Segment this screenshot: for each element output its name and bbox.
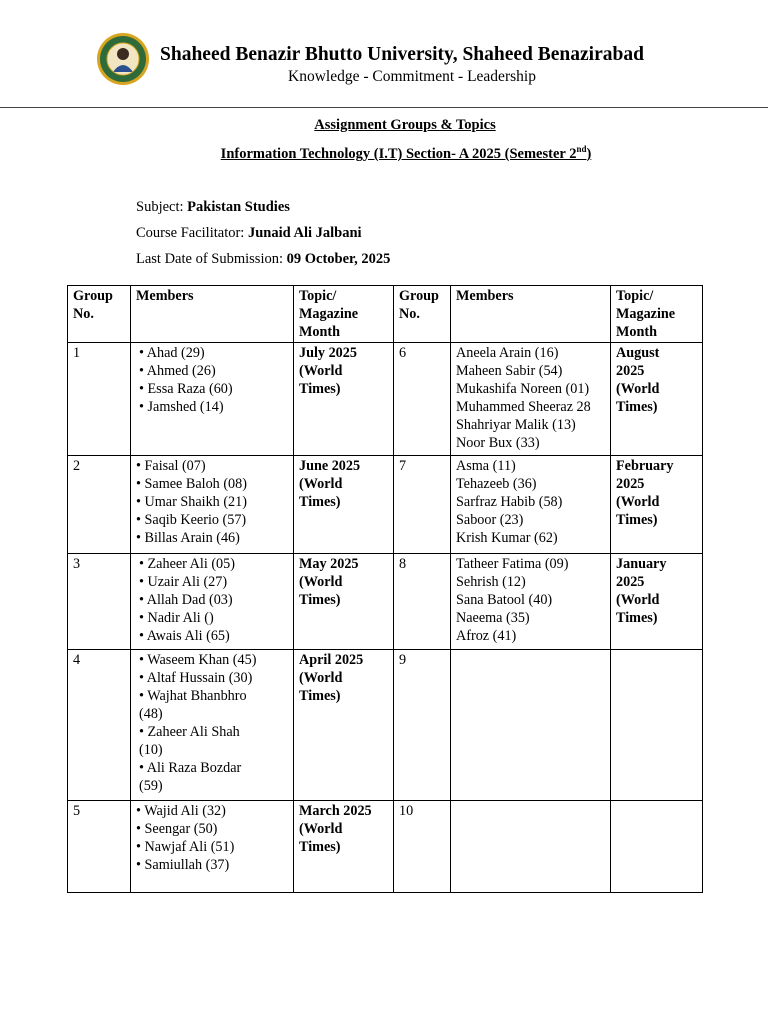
- cell-line: • Ali Raza Bozdar: [139, 760, 242, 776]
- cell-line: Magazine: [616, 306, 676, 322]
- cell-line: Krish Kumar (62): [456, 530, 558, 546]
- group-members: [131, 456, 294, 554]
- cell-line: No.: [399, 306, 420, 322]
- cell-line: (59): [139, 778, 163, 794]
- cell-line: Members: [136, 288, 194, 304]
- cell-line: Month: [616, 324, 657, 340]
- facilitator-value: Junaid Ali Jalbani: [247, 225, 362, 241]
- cell-line: (World: [299, 363, 343, 379]
- header-group-no-right: [394, 286, 451, 343]
- cell-line: 2025: [616, 574, 645, 590]
- group-topic: [294, 650, 394, 801]
- header-divider: [0, 107, 768, 108]
- group-number: 10: [394, 801, 451, 893]
- cell-line: (48): [139, 706, 163, 722]
- letterhead: [0, 28, 768, 98]
- cell-line: Times): [616, 610, 658, 626]
- cell-line: (World: [616, 381, 660, 397]
- cell-line: • Zaheer Ali Shah: [139, 724, 240, 740]
- cell-line: Mukashifa Noreen (01): [456, 381, 590, 397]
- cell-line: • Samee Baloh (08): [136, 476, 247, 492]
- cell-line: Naeema (35): [456, 610, 530, 626]
- cell-line: March 2025: [299, 803, 372, 819]
- group-number: 3: [68, 554, 131, 650]
- section-heading: [0, 144, 768, 163]
- cell-line: • Essa Raza (60): [139, 381, 233, 397]
- group-number: 6: [394, 343, 451, 456]
- cell-line: • Umar Shaikh (21): [136, 494, 247, 510]
- group-number: 1: [68, 343, 131, 456]
- deadline-value: 09 October, 2025: [286, 251, 391, 267]
- cell-line: Times): [299, 494, 341, 510]
- group-members: [131, 554, 294, 650]
- cell-line: May 2025: [299, 556, 359, 572]
- cell-line: Topic/: [299, 288, 337, 304]
- cell-line: • Faisal (07): [136, 458, 206, 474]
- cell-line: (10): [139, 742, 163, 758]
- cell-line: (World: [299, 476, 343, 492]
- cell-line: No.: [73, 306, 94, 322]
- group-members: [451, 343, 611, 456]
- cell-line: • Waseem Khan (45): [139, 652, 257, 668]
- groups-table: [67, 285, 703, 893]
- group-topic: [611, 456, 703, 554]
- cell-line: Times): [299, 381, 341, 397]
- cell-line: Topic/: [616, 288, 654, 304]
- cell-line: August: [616, 345, 660, 361]
- group-members: [451, 801, 611, 893]
- subject-value: Pakistan Studies: [187, 199, 290, 215]
- cell-line: (World: [299, 574, 343, 590]
- cell-line: • Altaf Hussain (30): [139, 670, 253, 686]
- facilitator-line: [136, 225, 362, 242]
- cell-line: Asma (11): [456, 458, 516, 474]
- cell-line: Times): [616, 399, 658, 415]
- cell-line: • Nadir Ali (): [139, 610, 214, 626]
- table-row: [68, 456, 703, 554]
- facilitator-label: Course Facilitator:: [136, 225, 248, 241]
- cell-line: • Samiullah (37): [136, 857, 230, 873]
- group-topic: [611, 343, 703, 456]
- cell-line: Times): [299, 839, 341, 855]
- table-row: [68, 801, 703, 893]
- cell-line: • Nawjaf Ali (51): [136, 839, 235, 855]
- cell-line: January: [616, 556, 667, 572]
- cell-line: • Wajid Ali (32): [136, 803, 226, 819]
- group-members: [131, 801, 294, 893]
- cell-line: • Uzair Ali (27): [139, 574, 228, 590]
- cell-line: • Wajhat Bhanbhro: [139, 688, 247, 704]
- cell-line: Members: [456, 288, 514, 304]
- deadline-label: Last Date of Submission:: [136, 251, 287, 267]
- cell-line: Tehazeeb (36): [456, 476, 537, 492]
- cell-line: • Seengar (50): [136, 821, 218, 837]
- table-row: [68, 554, 703, 650]
- cell-line: 2025: [616, 363, 645, 379]
- document-title: Assignment Groups & Topics: [314, 117, 496, 133]
- cell-line: Month: [299, 324, 340, 340]
- section-heading-text: Information Technology (I.T) Section- A 2025 (Semester 2: [220, 145, 577, 162]
- table-row: [68, 650, 703, 801]
- cell-line: Tatheer Fatima (09): [456, 556, 569, 572]
- cell-line: • Ahmed (26): [139, 363, 216, 379]
- university-seal-logo: [96, 32, 150, 86]
- cell-line: (World: [299, 670, 343, 686]
- group-number: 9: [394, 650, 451, 801]
- cell-line: (World: [299, 821, 343, 837]
- subject-label: Subject:: [136, 199, 188, 215]
- university-motto: Knowledge - Commitment - Leadership: [288, 68, 536, 85]
- cell-line: • Billas Arain (46): [136, 530, 240, 546]
- cell-line: • Saqib Keerio (57): [136, 512, 247, 528]
- cell-line: Group: [73, 288, 113, 304]
- group-number: 8: [394, 554, 451, 650]
- cell-line: Sehrish (12): [456, 574, 526, 590]
- cell-line: July 2025: [299, 345, 357, 361]
- header-topic-right: [611, 286, 703, 343]
- subject-line: [136, 199, 290, 216]
- group-topic: [611, 650, 703, 801]
- group-topic: [611, 554, 703, 650]
- group-topic: [294, 801, 394, 893]
- cell-line: Times): [616, 512, 658, 528]
- cell-line: Muhammed Sheeraz 28: [456, 399, 591, 415]
- header-members: [131, 286, 294, 343]
- deadline-line: [136, 251, 390, 268]
- cell-line: Group: [399, 288, 439, 304]
- group-members: [451, 554, 611, 650]
- cell-line: Times): [299, 688, 341, 704]
- group-members: [451, 456, 611, 554]
- header-group-no: [68, 286, 131, 343]
- cell-line: Saboor (23): [456, 512, 524, 528]
- cell-line: • Jamshed (14): [139, 399, 224, 415]
- group-number: 4: [68, 650, 131, 801]
- cell-line: 2025: [616, 476, 645, 492]
- group-topic: [294, 456, 394, 554]
- section-heading-close: ): [586, 145, 592, 162]
- group-members: [131, 650, 294, 801]
- cell-line: Sana Batool (40): [456, 592, 553, 608]
- group-topic: [611, 801, 703, 893]
- section-heading-superscript: nd: [576, 144, 587, 154]
- table-header-row: [68, 286, 703, 343]
- cell-line: • Zaheer Ali (05): [139, 556, 235, 572]
- cell-line: Noor Bux (33): [456, 435, 540, 451]
- cell-line: (World: [616, 494, 660, 510]
- cell-line: April 2025: [299, 652, 364, 668]
- group-number: 7: [394, 456, 451, 554]
- group-number: 5: [68, 801, 131, 893]
- cell-line: February: [616, 458, 674, 474]
- cell-line: Shahriyar Malik (13): [456, 417, 576, 433]
- cell-line: June 2025: [299, 458, 361, 474]
- table-row: [68, 343, 703, 456]
- cell-line: Maheen Sabir (54): [456, 363, 563, 379]
- university-name: Shaheed Benazir Bhutto University, Shaheed Benazirabad: [160, 44, 644, 65]
- cell-line: • Ahad (29): [139, 345, 205, 361]
- group-number: 2: [68, 456, 131, 554]
- cell-line: Sarfraz Habib (58): [456, 494, 563, 510]
- group-topic: [294, 343, 394, 456]
- cell-line: Afroz (41): [456, 628, 517, 644]
- group-members: [131, 343, 294, 456]
- header-topic: [294, 286, 394, 343]
- header-members-right: [451, 286, 611, 343]
- cell-line: Magazine: [299, 306, 359, 322]
- group-members: [451, 650, 611, 801]
- group-topic: [294, 554, 394, 650]
- cell-line: (World: [616, 592, 660, 608]
- cell-line: • Allah Dad (03): [139, 592, 233, 608]
- cell-line: Aneela Arain (16): [456, 345, 559, 361]
- cell-line: Times): [299, 592, 341, 608]
- cell-line: • Awais Ali (65): [139, 628, 230, 644]
